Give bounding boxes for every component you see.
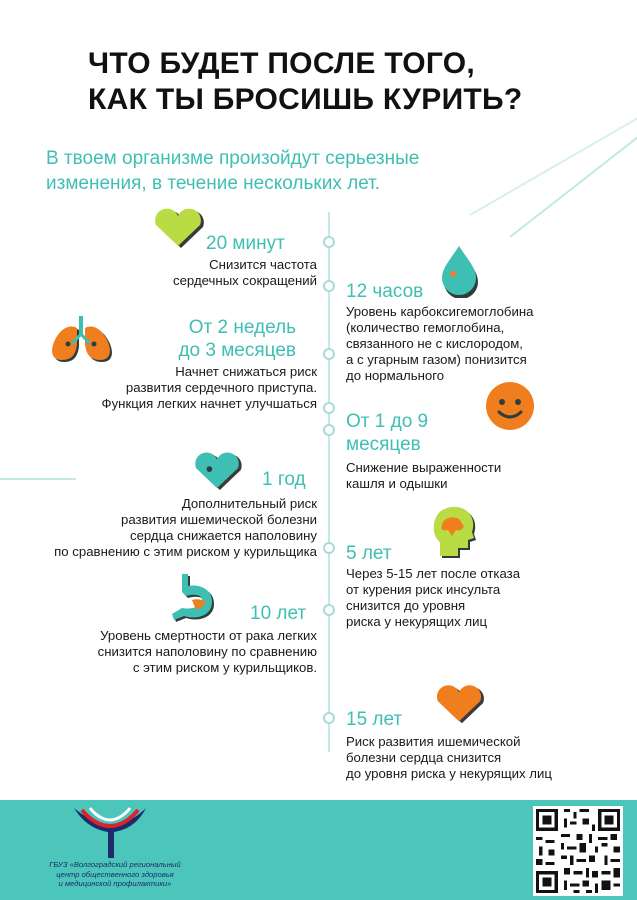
timeline-desc-15years: Риск развития ишемической болезни сердца снизится до уровня риска у некурящих лиц	[346, 734, 552, 781]
timeline-time-10years: 10 лет	[250, 603, 307, 624]
timeline-dot	[323, 348, 335, 360]
title-line-2: КАК ТЫ БРОСИШЬ КУРИТЬ?	[88, 83, 523, 116]
timeline-desc-20min: Снизится частота сердечных сокращений	[172, 257, 317, 288]
decorative-line	[509, 135, 637, 238]
timeline-time-1year: 1 год	[262, 469, 306, 490]
timeline-desc-1year: Дополнительный риск развития ишемической болезни сердца снижается наполовину по сравнению с этим риском у курильщика	[54, 496, 317, 559]
smiley-face-icon	[484, 380, 538, 434]
qr-code[interactable]	[533, 806, 623, 896]
subtitle-line-2: изменения, в течение нескольких лет.	[46, 173, 381, 194]
subtitle	[46, 146, 516, 196]
timeline-dot	[323, 402, 335, 414]
timeline-time-12h: 12 часов	[346, 281, 424, 302]
timeline-line	[328, 212, 330, 752]
timeline-dot	[323, 542, 335, 554]
timeline-time-1-9months: От 1 до 9 месяцев	[346, 411, 429, 455]
organization-name: ГБУЗ «Волгоградский региональный центр общественного здоровья и медицинской профилактики»	[49, 860, 181, 888]
timeline-time-2weeks: От 2 недель до 3 месяцев	[178, 317, 296, 361]
subtitle-line-1: В твоем организме произойдут серьезные	[46, 148, 420, 169]
timeline-time-15years: 15 лет	[346, 709, 403, 730]
decorative-line	[0, 478, 76, 480]
timeline-desc-5years: Через 5-15 лет после отказа от курения риск инсульта снизится до уровня риска у некурящих лиц	[346, 566, 521, 629]
timeline-dot	[323, 604, 335, 616]
timeline-desc-2weeks: Начнет снижаться риск развития сердечного приступа. Функция легких начнет улучшаться	[101, 364, 317, 411]
timeline-dot	[323, 280, 335, 292]
title-line-1: ЧТО БУДЕТ ПОСЛЕ ТОГО,	[88, 47, 476, 80]
timeline-desc-12h: Уровень карбоксигемоглобина (количество гемоглобина, связанного не с кислородом, а с угарным газом) понизится до нормального	[346, 304, 534, 383]
timeline-time-20min: 20 минут	[206, 233, 285, 254]
timeline-desc-10years: Уровень смертности от рака легких снизится наполовину по сравнению с этим риском у курильщиков.	[97, 628, 317, 675]
blood-drop-icon	[438, 244, 480, 298]
timeline-dot	[323, 236, 335, 248]
lungs-icon	[48, 314, 114, 364]
head-brain-icon	[430, 502, 476, 558]
heart-icon	[150, 206, 206, 248]
heart-icon	[432, 682, 486, 724]
page-title	[88, 46, 608, 118]
timeline-desc-1-9months: Снижение выраженности кашля и одышки	[346, 460, 502, 491]
heart-icon	[190, 450, 244, 490]
stomach-icon	[168, 572, 220, 622]
timeline-dot	[323, 424, 335, 436]
timeline-time-5years: 5 лет	[346, 543, 392, 564]
organization-logo	[70, 804, 150, 860]
timeline-dot	[323, 712, 335, 724]
